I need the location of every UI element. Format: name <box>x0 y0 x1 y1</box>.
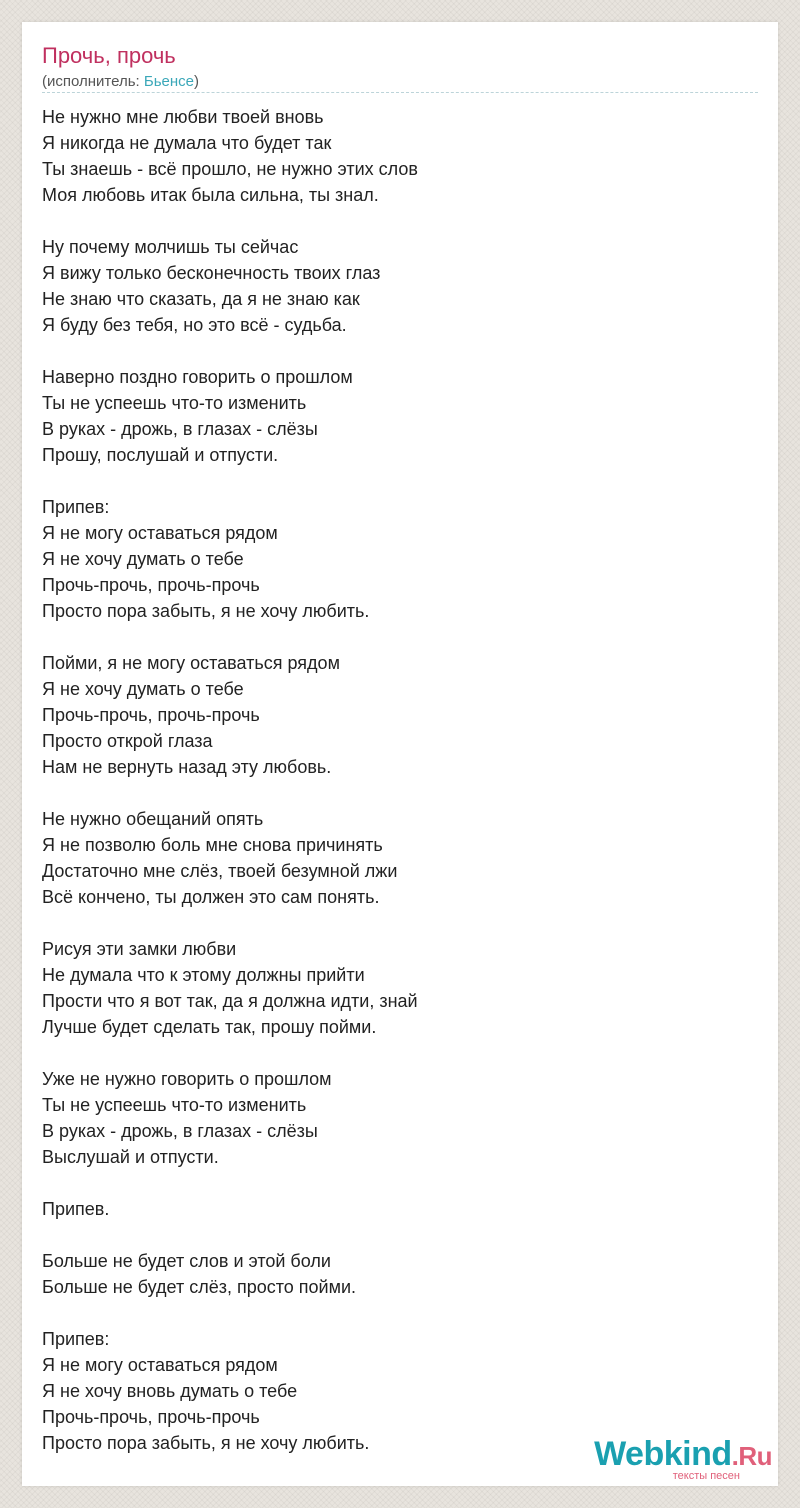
lyrics-card <box>22 22 778 1486</box>
lyrics-line: Я не хочу думать о тебе <box>42 549 244 569</box>
lyrics-line: Я не могу оставаться рядом <box>42 1355 278 1375</box>
lyrics-line: Ты не успеешь что-то изменить <box>42 1095 307 1115</box>
lyrics-line: В руках - дрожь, в глазах - слёзы <box>42 419 318 439</box>
logo-main-text: Webkind <box>594 1435 732 1473</box>
title-divider <box>42 92 758 93</box>
lyrics-line: Я буду без тебя, но это всё - судьба. <box>42 315 347 335</box>
artist-line <box>42 72 199 92</box>
lyrics-line: Ну почему молчишь ты сейчас <box>42 237 299 257</box>
lyrics-stanza <box>42 650 758 780</box>
lyrics-line: Я не хочу думать о тебе <box>42 679 244 699</box>
lyrics-line: Ты знаешь - всё прошло, не нужно этих слов <box>42 159 418 179</box>
lyrics-line: Больше не будет слёз, просто пойми. <box>42 1277 357 1297</box>
lyrics-stanza <box>42 806 758 910</box>
logo-tagline: тексты песен <box>672 1470 740 1482</box>
lyrics-line: Прости что я вот так, да я должна идти, знай <box>42 991 418 1011</box>
lyrics-line: Достаточно мне слёз, твоей безумной лжи <box>42 861 398 881</box>
lyrics-stanza <box>42 1196 758 1222</box>
lyrics-text <box>42 104 758 1456</box>
artist-link[interactable]: Бьенсе <box>143 73 195 90</box>
lyrics-line: Я не могу оставаться рядом <box>42 523 278 543</box>
logo-suffix-text: .Ru <box>731 1441 772 1471</box>
lyrics-stanza <box>42 1066 758 1170</box>
lyrics-stanza <box>42 936 758 1040</box>
lyrics-line: Всё кончено, ты должен это сам понять. <box>42 887 380 907</box>
lyrics-stanza <box>42 234 758 338</box>
artist-suffix: ) <box>194 73 200 90</box>
lyrics-line: Я не позволю боль мне снова причинять <box>42 835 383 855</box>
lyrics-line: Моя любовь итак была сильна, ты знал. <box>42 185 379 205</box>
lyrics-line: Больше не будет слов и этой боли <box>42 1251 331 1271</box>
lyrics-line: Просто открой глаза <box>42 731 213 751</box>
lyrics-line: Я вижу только бесконечность твоих глаз <box>42 263 381 283</box>
lyrics-line: Уже не нужно говорить о прошлом <box>42 1069 332 1089</box>
lyrics-line: Пойми, я не могу оставаться рядом <box>42 653 340 673</box>
lyrics-line: Просто пора забыть, я не хочу любить. <box>42 601 370 621</box>
webkind-logo[interactable] <box>572 1436 772 1480</box>
lyrics-line: Прочь-прочь, прочь-прочь <box>42 1407 260 1427</box>
lyrics-line: Не нужно обещаний опять <box>42 809 264 829</box>
song-title: Прочь, прочь <box>42 43 176 68</box>
lyrics-line: Прошу, послушай и отпусти. <box>42 445 279 465</box>
lyrics-stanza <box>42 104 758 208</box>
lyrics-line: Припев: <box>42 1329 110 1349</box>
lyrics-line: Прочь-прочь, прочь-прочь <box>42 705 260 725</box>
lyrics-stanza <box>42 364 758 468</box>
lyrics-stanza <box>42 494 758 624</box>
lyrics-line: Я не хочу вновь думать о тебе <box>42 1381 298 1401</box>
lyrics-stanza <box>42 1248 758 1300</box>
lyrics-line: Рисуя эти замки любви <box>42 939 237 959</box>
artist-prefix: (исполнитель: <box>42 73 144 90</box>
lyrics-line: Просто пора забыть, я не хочу любить. <box>42 1433 370 1453</box>
lyrics-line: Не знаю что сказать, да я не знаю как <box>42 289 360 309</box>
lyrics-line: Нам не вернуть назад эту любовь. <box>42 757 332 777</box>
lyrics-line: Припев: <box>42 497 110 517</box>
lyrics-line: В руках - дрожь, в глазах - слёзы <box>42 1121 318 1141</box>
logo-wordmark <box>594 1436 772 1474</box>
lyrics-line: Я никогда не думала что будет так <box>42 133 332 153</box>
lyrics-line: Не нужно мне любви твоей вновь <box>42 107 324 127</box>
lyrics-line: Лучше будет сделать так, прошу пойми. <box>42 1017 377 1037</box>
lyrics-line: Выслушай и отпусти. <box>42 1147 219 1167</box>
lyrics-line: Не думала что к этому должны прийти <box>42 965 365 985</box>
lyrics-line: Ты не успеешь что-то изменить <box>42 393 307 413</box>
lyrics-line: Наверно поздно говорить о прошлом <box>42 367 353 387</box>
lyrics-line: Припев. <box>42 1199 110 1219</box>
lyrics-line: Прочь-прочь, прочь-прочь <box>42 575 260 595</box>
